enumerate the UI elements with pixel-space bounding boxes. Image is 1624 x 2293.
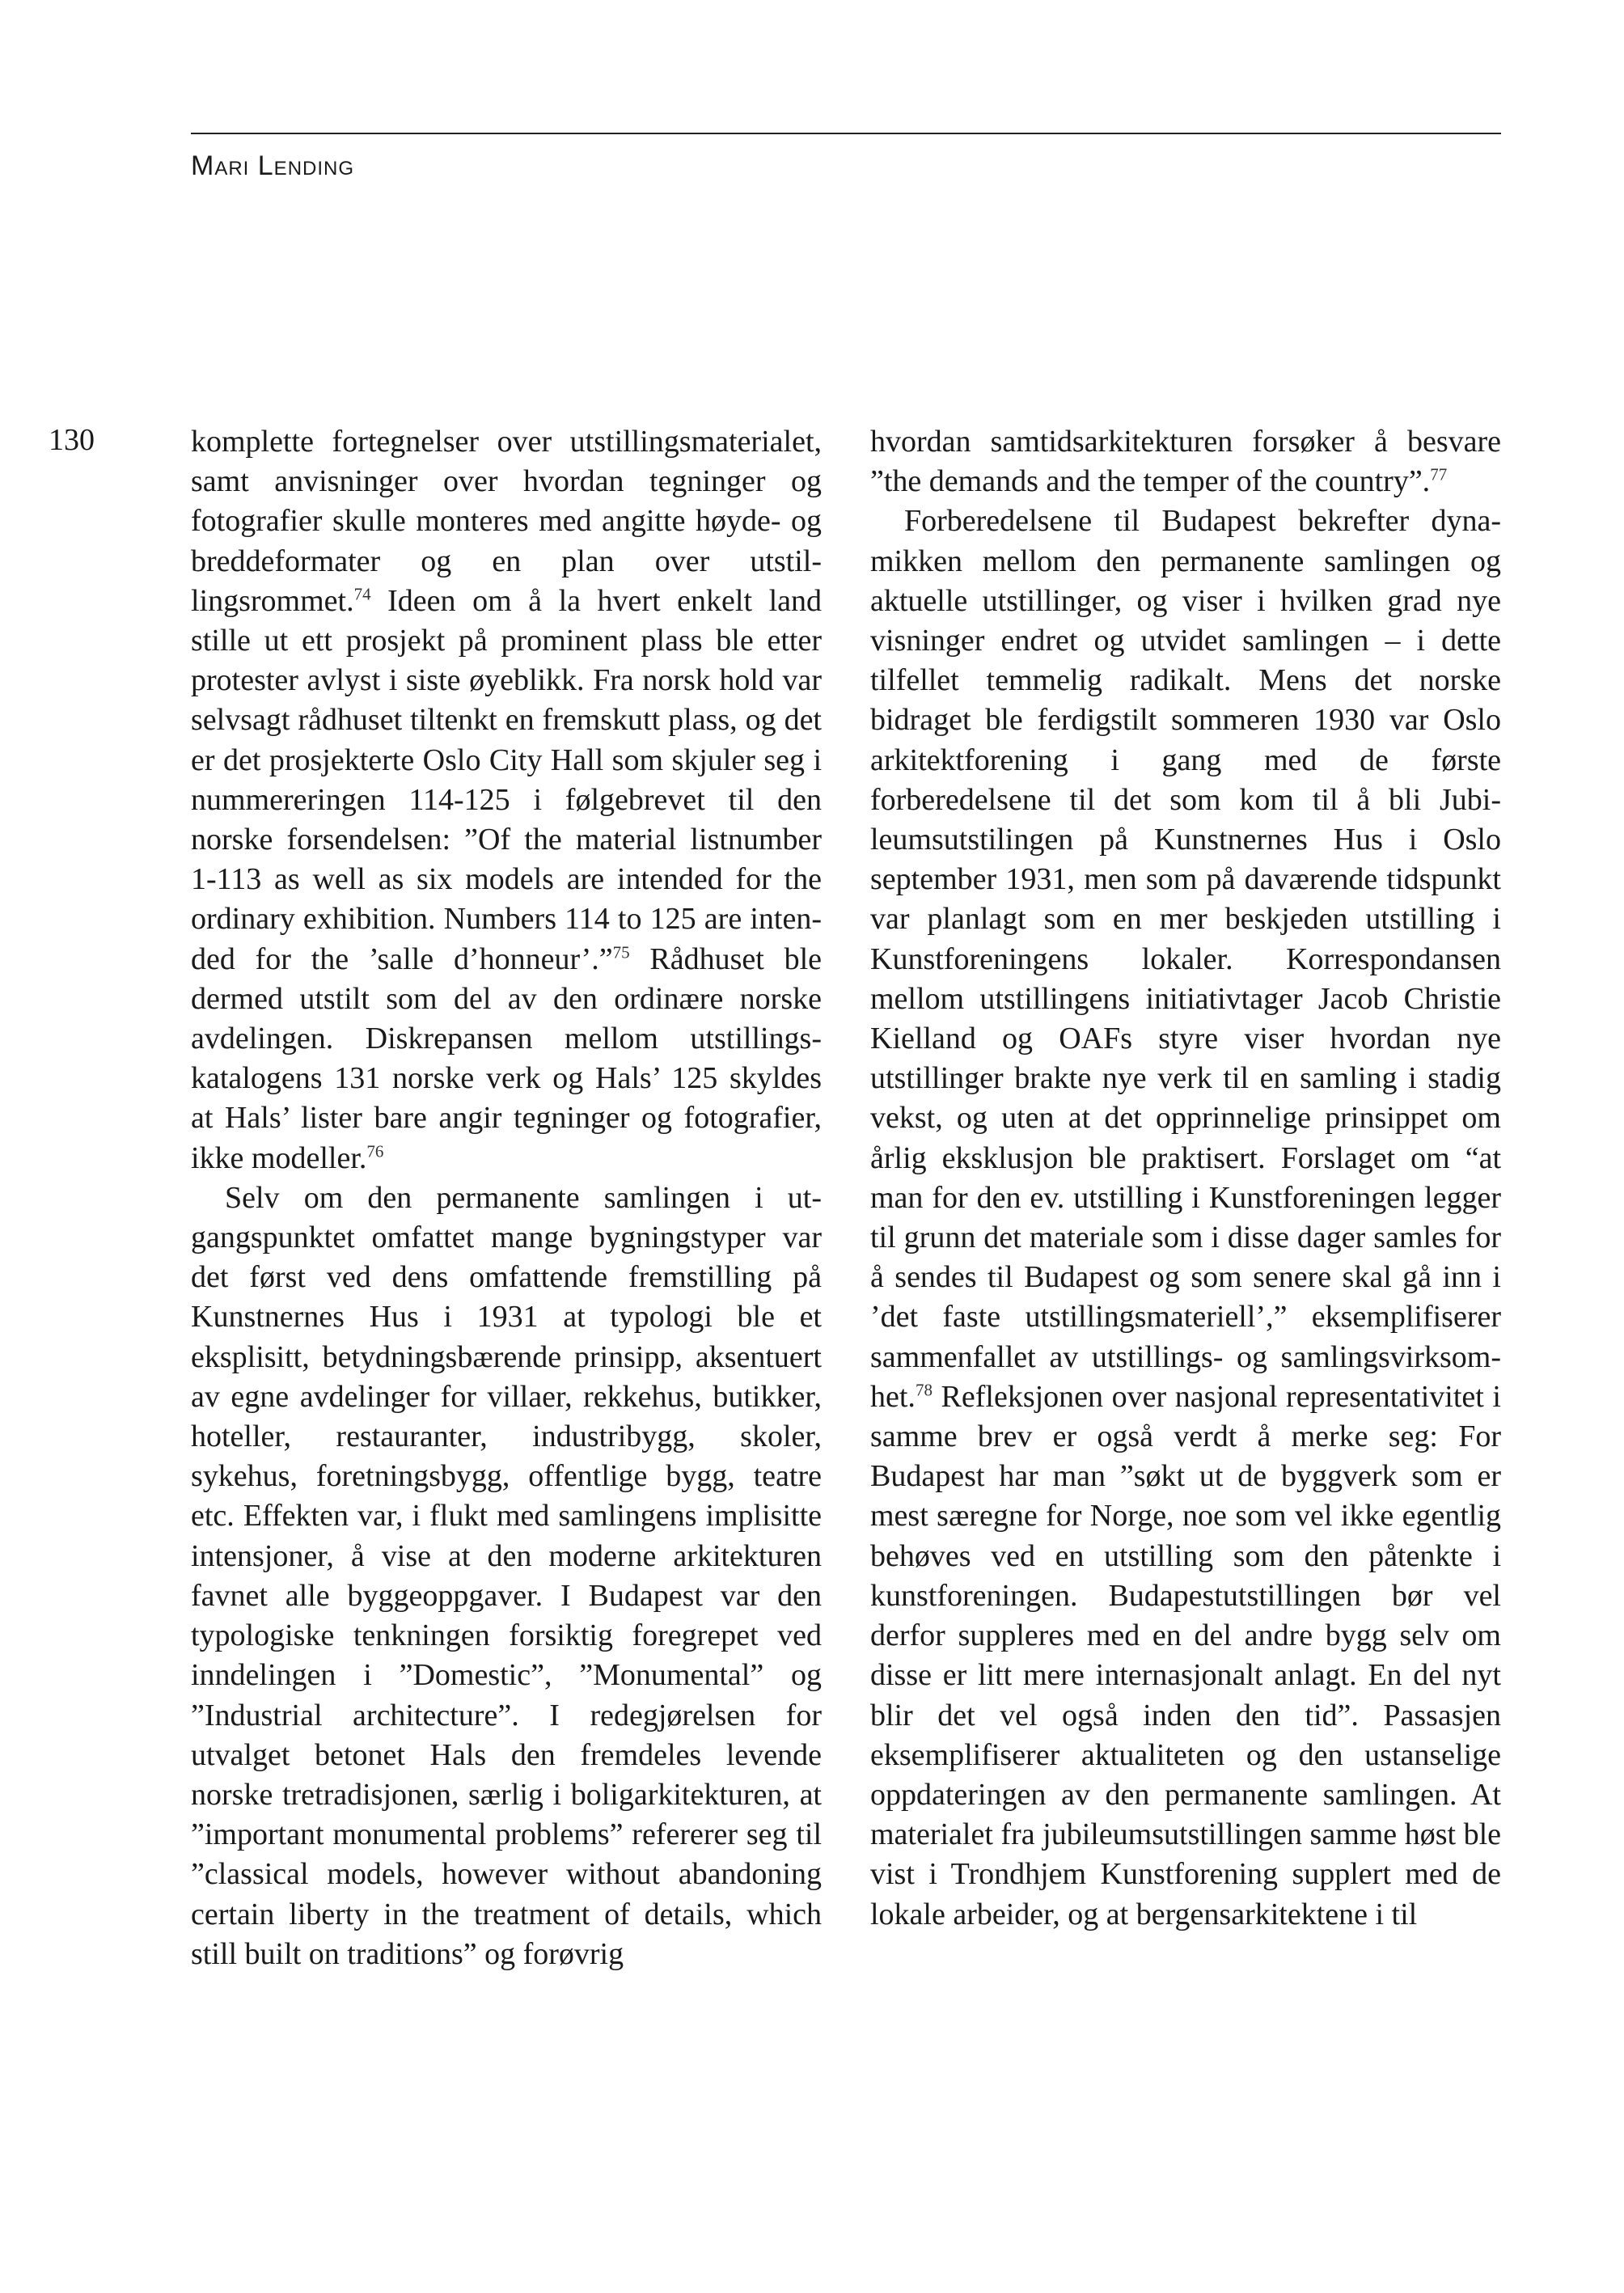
footnote-marker: 78 <box>915 1380 933 1400</box>
text-run: Ideen om å la hvert enkelt land stille ut ett prosjekt på prominent plass ble etter protester avlyst i siste øyeblikk. Fra norsk hold var selvsagt rådhuset tiltenkt en fremskutt plass, og det er det prosjekterte Oslo City Hall som skjuler seg i nummereringen 114-125 i følgebrevet til den norske forsendelsen: ”Of the material listnumber 1-113 as well as six models are intended for the ordinary exhibition. Numbers 114 to 125 are intended for the ’salle d’honneur’.” <box>191 583 822 976</box>
paragraph <box>870 501 1501 1934</box>
footnote-marker: 75 <box>612 941 630 962</box>
left-column <box>191 422 822 1974</box>
running-head: Mari Lending <box>191 150 355 181</box>
page-number: 130 <box>49 423 95 457</box>
text-run: hvordan samtidsarkitekturen forsøker å besvare ”the demands and the temper of the country”. <box>870 425 1501 499</box>
text-run: komplette fortegnelser over utstillingsmaterialet, samt anvisninger over hvordan tegninger og fotografier skulle monteres med angitte høyde- og breddeformater og en plan over utstillingsrommet. <box>191 425 822 618</box>
paragraph <box>191 422 822 1178</box>
text-run: Rådhuset ble dermed utstilt som del av den ordinære norske avdelingen. Diskrepansen mellom utstillingskatalogens 131 norske verk og Hals’ 125 skyldes at Hals’ lister bare angir tegninger og fotografier, ikke modeller. <box>191 941 822 1175</box>
footnote-marker: 76 <box>366 1141 384 1161</box>
header-rule <box>191 133 1501 134</box>
right-column <box>870 422 1501 1935</box>
footnote-marker: 74 <box>353 584 371 604</box>
paragraph <box>870 422 1501 501</box>
text-run: Refleksjonen over nasjonal representativitet i samme brev er også verdt å merke seg: For Budapest har man ”søkt ut de byggverk som er mest særegne for Norge, noe som vel ikke egentlig behøves ved en utstilling som den påtenkte i kunstforeningen. Budapestutstillingen bør vel derfor suppleres med en del andre bygg selv om disse er litt mere internasjonalt anlagt. En del nyt blir det vel også inden den tid”. Passasjen eksemplifiserer aktualiteten og den ustanselige oppdateringen av den permanente samlingen. At materialet fra jubileumsutstillingen samme høst ble vist i Trondhjem Kunstforening supplert med de lokale arbeider, og at bergensarkitektene i til <box>870 1379 1501 1931</box>
text-run: Forberedelsene til Budapest bekrefter dynamikken mellom den permanente samlingen og aktuelle utstillinger, og viser i hvilken grad nye visninger endret og utvidet samlingen – i dette tilfellet temmelig radikalt. Mens det norske bidraget ble ferdigstilt sommeren 1930 var Oslo arkitektforening i gang med de første forberedelsene til det som kom til å bli Jubileumsutstilingen på Kunstnernes Hus i Oslo september 1931, men som på daværende tidspunkt var planlagt som en mer beskjeden utstilling i Kunstforeningens lokaler. Korrespondansen mellom utstillingens initiativtager Jacob Christie Kielland og OAFs styre viser hvordan nye utstillinger brakte nye verk til en samling i stadig vekst, og uten at det opprinnelige prinsippet om årlig eksklusjon ble praktisert. Forslaget om “at man for den ev. utstilling i Kunstforeningen legger til grunn det materiale som i disse dager samles for å sendes til Budapest og som senere skal gå inn i ’det faste utstillingsmateriell’,” eksemplifiserer sammenfallet av utstillings- og samlingsvirksomhet. <box>870 504 1501 1414</box>
paragraph <box>191 1178 822 1974</box>
footnote-marker: 77 <box>1430 464 1448 484</box>
text-run: Selv om den permanente samlingen i utgangspunktet omfattet mange bygningstyper var det først ved dens omfattende fremstilling på Kunstnernes Hus i 1931 at typologi ble et eksplisitt, betydningsbærende prinsipp, aksentuert av egne avdelinger for villaer, rekkehus, butikker, hoteller, restauranter, industribygg, skoler, sykehus, foretningsbygg, offentlige bygg, teatre etc. Effekten var, i flukt med samlingens implisitte intensjoner, å vise at den moderne arkitekturen favnet alle byggeoppgaver. I Budapest var den typologiske tenkningen forsiktig foregrepet ved inndelingen i ”Domestic”, ”Monumental” og ”Industrial architecture”. I redegjørelsen for utvalget betonet Hals den fremdeles levende norske tretradisjonen, særlig i boligarkitekturen, at ”important monumental problems” refererer seg til ”classical models, however without abandoning certain liberty in the treatment of details, which still built on traditions” og forøvrig <box>191 1180 822 1971</box>
